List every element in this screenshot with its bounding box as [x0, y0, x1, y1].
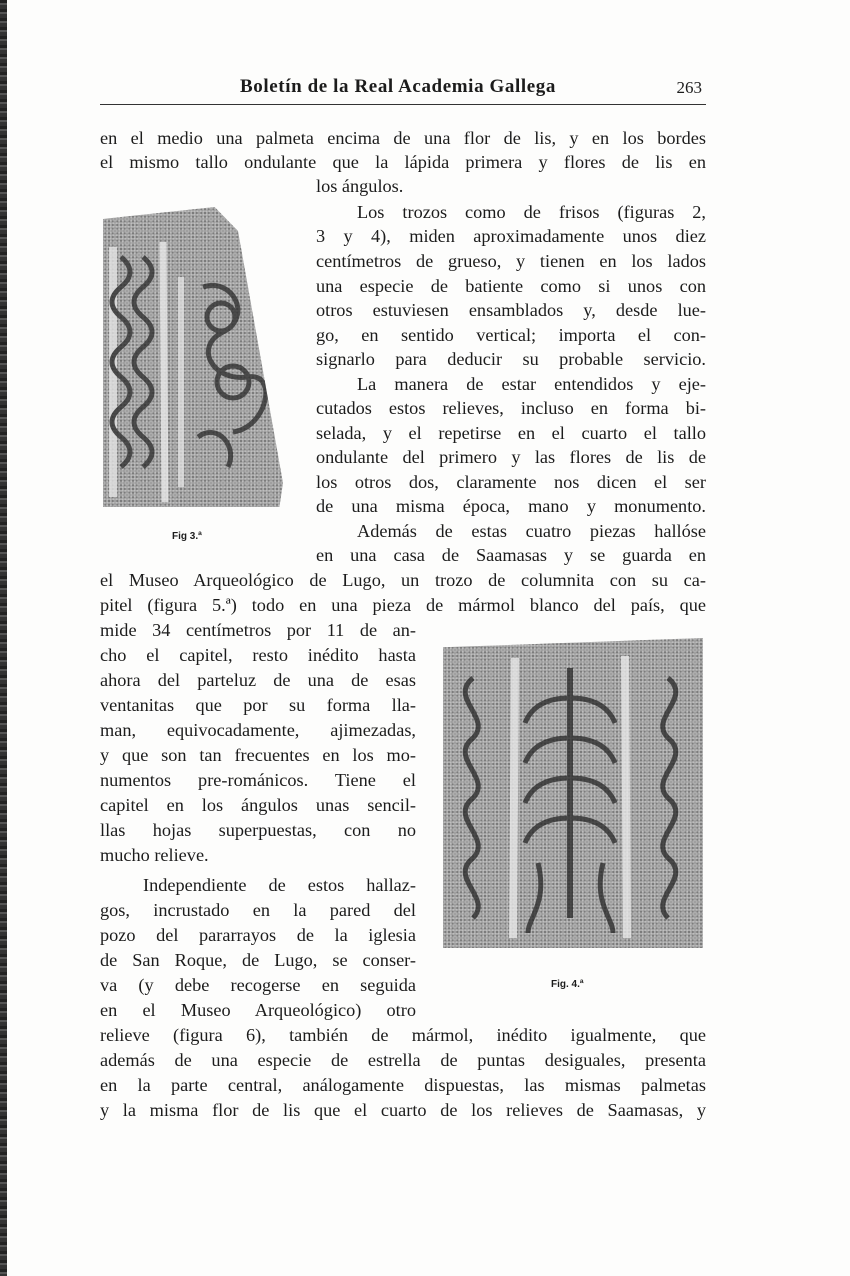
text-line: pozo del pararrayos de la iglesia [100, 925, 416, 945]
text-line: el mismo tallo ondulante que la lápida primera y flores de lis en [100, 152, 706, 172]
text-line: relieve (figura 6), también de mármol, inédito igualmente, que [100, 1025, 706, 1045]
page-number: 263 [676, 78, 702, 97]
page-header [100, 70, 706, 105]
text-line: ondulante del primero y las flores de lis de [316, 447, 706, 467]
text-line: una especie de batiente como si unos con [316, 276, 706, 296]
text-line: La manera de estar entendidos y eje- [357, 374, 706, 394]
palm-relief-illustration [443, 638, 703, 948]
text-line: Independiente de estos hallaz- [143, 875, 416, 895]
text-line: en el medio una palmeta encima de una flor de lis, y en los bordes [100, 128, 706, 148]
text-line: de San Roque, de Lugo, se conser- [100, 950, 416, 970]
text-line: ahora del parteluz de una de esas [100, 670, 416, 690]
text-line: Además de estas cuatro piezas hallóse [357, 521, 706, 541]
text-line: los otros dos, claramente nos dicen el ser [316, 472, 706, 492]
text-line: en una casa de Saamasas y se guarda en [316, 545, 706, 565]
text-line: Los trozos como de frisos (figuras 2, [357, 202, 706, 222]
text-line: ventanitas que por su forma lla- [100, 695, 416, 715]
text-line: gos, incrustado en la pared del [100, 900, 416, 920]
text-line: signarlo para deducir su probable servicio. [316, 349, 706, 369]
text-line: llas hojas superpuestas, con no [100, 820, 416, 840]
text-line: cho el capitel, resto inédito hasta [100, 645, 416, 665]
text-line: además de una especie de estrella de puntas desiguales, presenta [100, 1050, 706, 1070]
text-line: los ángulos. [316, 176, 404, 196]
journal-title: Boletín de la Real Academia Gallega [239, 76, 556, 97]
text-line: selada, y el repetirse en el cuarto el tallo [316, 423, 706, 443]
text-line: centímetros de grueso, y tienen en los lados [316, 251, 706, 271]
text-line: en la parte central, análogamente dispuestas, las mismas palmetas [100, 1075, 706, 1095]
figure-3-photo [103, 207, 283, 507]
text-line: numentos pre-románicos. Tiene el [100, 770, 416, 790]
carved-relief-illustration [103, 207, 283, 507]
text-line: de una misma época, mano y monumento. [316, 496, 706, 516]
text-line: capitel en los ángulos unas sencil- [100, 795, 416, 815]
book-spine-edge [0, 0, 7, 1276]
figure-4-photo [443, 638, 703, 948]
text-line: pitel (figura 5.ª) todo en una pieza de mármol blanco del país, que [100, 595, 706, 615]
text-line: el Museo Arqueológico de Lugo, un trozo de columnita con su ca- [100, 570, 706, 590]
figure-4-caption: Fig. 4.ª [551, 979, 584, 990]
text-line: y que son tan frecuentes en los mo- [100, 745, 416, 765]
text-line: otros estuviesen ensamblados y, desde lue- [316, 300, 706, 320]
text-line: go, en sentido vertical; importa el con- [316, 325, 706, 345]
text-line: y la misma flor de lis que el cuarto de los relieves de Saamasas, y [100, 1100, 706, 1120]
text-line: en el Museo Arqueológico) otro [100, 1000, 416, 1020]
figure-3-caption: Fig 3.ª [172, 531, 202, 542]
text-line: mucho relieve. [100, 845, 209, 865]
text-line: va (y debe recogerse en seguida [100, 975, 416, 995]
text-line: 3 y 4), miden aproximadamente unos diez [316, 226, 706, 246]
text-line: cutados estos relieves, incluso en forma bi- [316, 398, 706, 418]
text-line: man, equivocadamente, ajimezadas, [100, 720, 416, 740]
text-line: mide 34 centímetros por 11 de an- [100, 620, 416, 640]
